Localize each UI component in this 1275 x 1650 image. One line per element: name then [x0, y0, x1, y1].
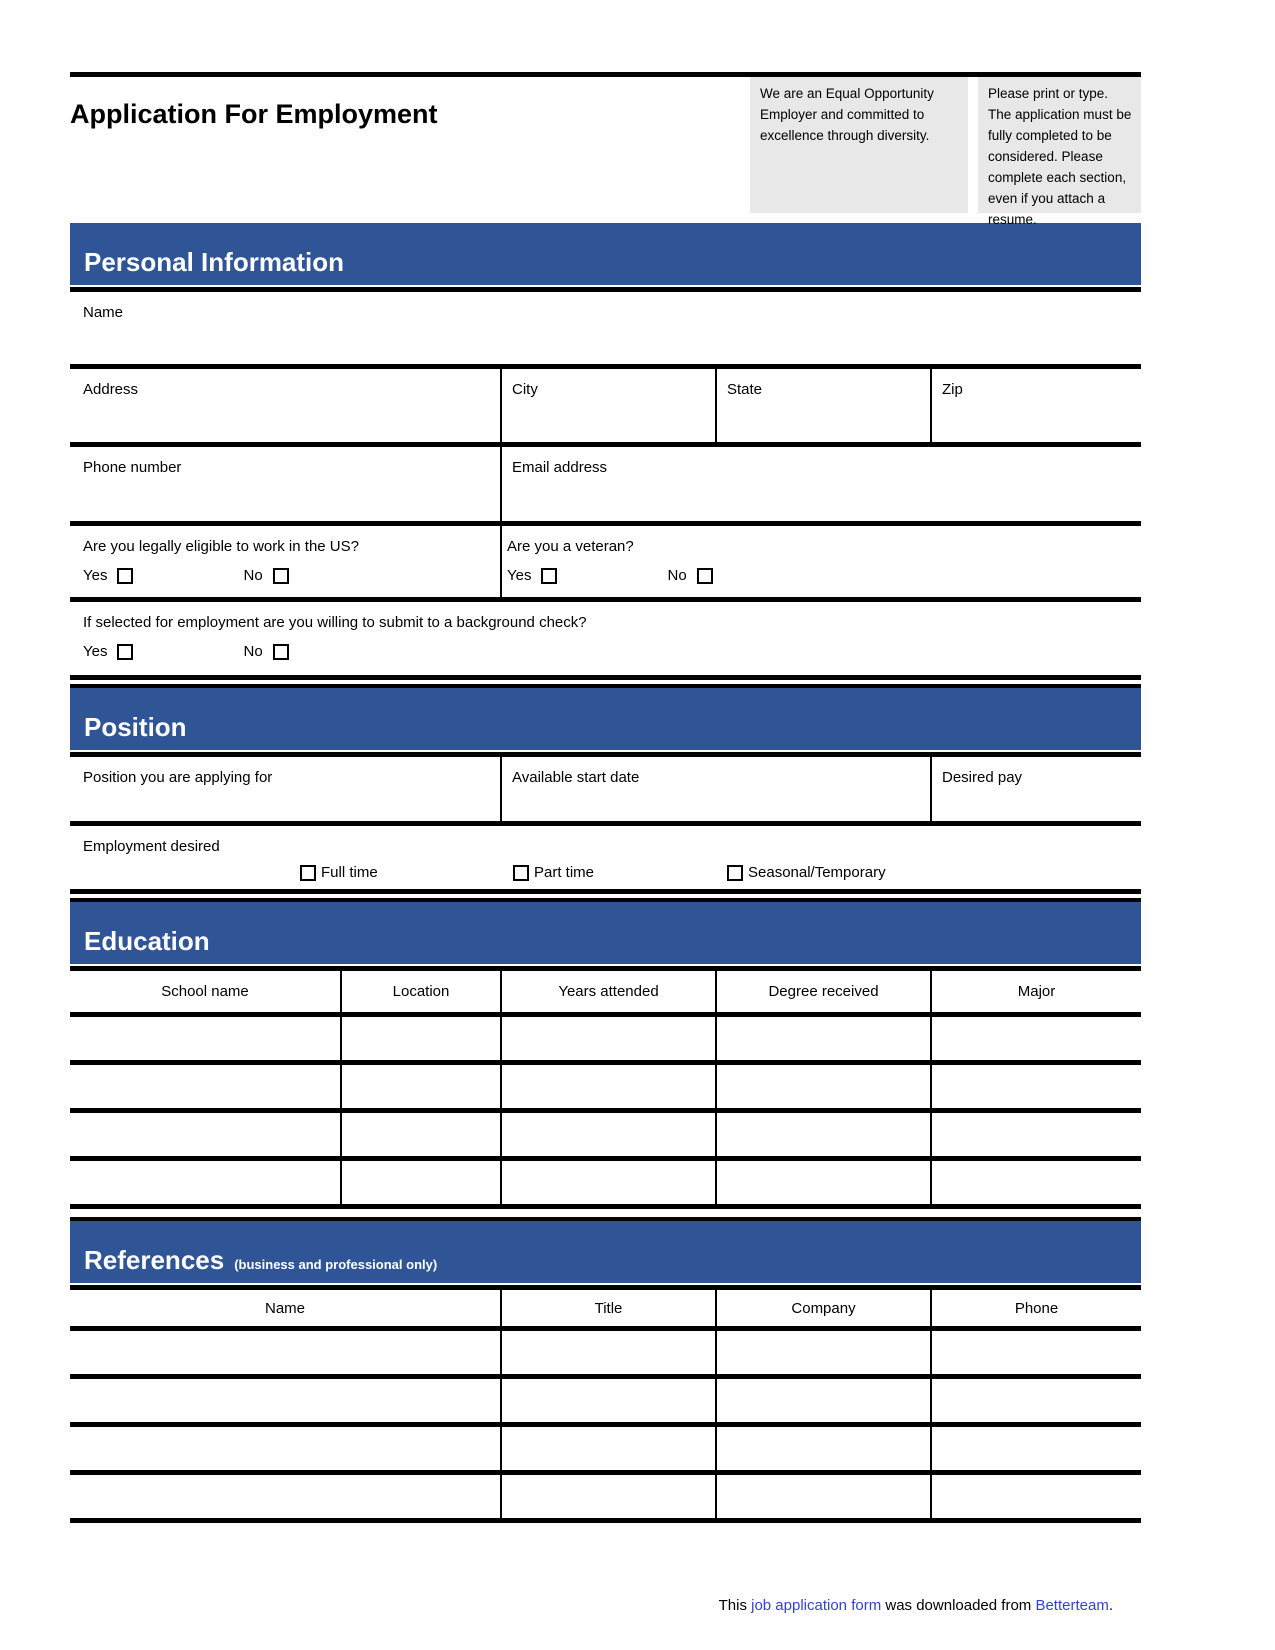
position-applying-field[interactable] — [70, 757, 500, 821]
references-subtitle: (business and professional only) — [234, 1257, 438, 1272]
education-degree-cell[interactable] — [715, 1017, 930, 1060]
notice-gap — [968, 77, 978, 223]
education-school-cell[interactable] — [70, 1065, 340, 1108]
phone-label: Phone number — [83, 459, 182, 476]
print-instructions-notice: Please print or type. The application must be fully completed to be considered. Please complete each section, even if you attach a resume. — [978, 77, 1141, 213]
references-col-company: Company — [715, 1290, 930, 1326]
education-major-cell[interactable] — [930, 1161, 1141, 1204]
footer-text-prefix: This — [718, 1597, 752, 1614]
start-date-label: Available start date — [512, 769, 640, 786]
position-applying-label: Position you are applying for — [83, 769, 273, 786]
full-time-option — [300, 864, 378, 881]
education-school-cell[interactable] — [70, 1017, 340, 1060]
references-table-header — [70, 1290, 1141, 1331]
reference-name-cell[interactable] — [70, 1427, 500, 1470]
education-school-cell[interactable] — [70, 1161, 340, 1204]
education-table-row — [70, 1161, 1141, 1209]
footer-text-middle: was downloaded from — [881, 1597, 1036, 1614]
part-time-option — [513, 864, 594, 881]
address-label: Address — [83, 381, 139, 398]
section-title-references: References — [84, 1245, 225, 1275]
reference-company-cell[interactable] — [715, 1427, 930, 1470]
reference-title-cell[interactable] — [500, 1331, 715, 1374]
education-major-cell[interactable] — [930, 1065, 1141, 1108]
desired-pay-field[interactable] — [930, 757, 1141, 821]
state-label: State — [727, 381, 763, 398]
name-row — [70, 292, 1141, 369]
employment-desired-label: Employment desired — [83, 838, 220, 855]
zip-field[interactable] — [930, 369, 1141, 442]
reference-company-cell[interactable] — [715, 1331, 930, 1374]
reference-title-cell[interactable] — [500, 1427, 715, 1470]
education-table-row — [70, 1017, 1141, 1065]
education-school-cell[interactable] — [70, 1113, 340, 1156]
address-field[interactable] — [70, 369, 500, 442]
part-time-label: Part time — [534, 864, 595, 881]
email-label: Email address — [512, 459, 608, 476]
education-years-cell[interactable] — [500, 1161, 715, 1204]
reference-company-cell[interactable] — [715, 1475, 930, 1518]
background-check-row — [70, 602, 1141, 680]
phone-field[interactable] — [70, 447, 500, 521]
section-header-references — [70, 1221, 1141, 1283]
job-application-form-link[interactable]: job application form — [751, 1597, 882, 1614]
education-degree-cell[interactable] — [715, 1065, 930, 1108]
start-date-field[interactable] — [500, 757, 930, 821]
education-col-school-name: School name — [161, 983, 249, 1000]
seasonal-temporary-option — [727, 864, 886, 881]
section-title-position: Position — [84, 712, 187, 742]
reference-phone-cell[interactable] — [930, 1475, 1141, 1518]
education-major-cell[interactable] — [930, 1113, 1141, 1156]
eligibility-yes-checkbox[interactable] — [117, 568, 133, 584]
part-time-checkbox[interactable] — [513, 865, 529, 881]
footer-text-suffix: . — [1108, 1597, 1113, 1614]
references-table-row — [70, 1475, 1141, 1523]
education-years-cell[interactable] — [500, 1113, 715, 1156]
education-col-major: Major — [930, 971, 1141, 1012]
veteran-question: Are you a veteran? — [507, 538, 634, 555]
eligibility-no-label: No — [243, 567, 263, 584]
seasonal-temporary-label: Seasonal/Temporary — [748, 864, 886, 881]
background-check-yesno — [83, 643, 1141, 660]
state-field[interactable] — [715, 369, 930, 442]
employment-desired-cell — [70, 826, 1141, 889]
veteran-yesno — [507, 567, 1141, 584]
references-col-phone: Phone — [930, 1290, 1141, 1326]
education-table-row — [70, 1113, 1141, 1161]
education-col-degree-received: Degree received — [715, 971, 930, 1012]
education-location-cell[interactable] — [340, 1161, 500, 1204]
city-label: City — [512, 381, 538, 398]
education-years-cell[interactable] — [500, 1065, 715, 1108]
education-location-cell[interactable] — [340, 1065, 500, 1108]
education-table-row — [70, 1065, 1141, 1113]
eligibility-veteran-row — [70, 526, 1141, 602]
background-no-label: No — [243, 643, 263, 660]
reference-company-cell[interactable] — [715, 1379, 930, 1422]
name-field[interactable] — [70, 292, 1141, 364]
reference-name-cell[interactable] — [70, 1379, 500, 1422]
reference-title-cell[interactable] — [500, 1475, 715, 1518]
equal-opportunity-notice: We are an Equal Opportunity Employer and committed to excellence through diversity. — [750, 77, 968, 213]
education-location-cell[interactable] — [340, 1113, 500, 1156]
education-years-cell[interactable] — [500, 1017, 715, 1060]
education-location-cell[interactable] — [340, 1017, 500, 1060]
veteran-question-cell — [500, 526, 1141, 597]
background-check-cell — [70, 602, 1141, 675]
veteran-yes-label: Yes — [507, 567, 532, 584]
reference-phone-cell[interactable] — [930, 1379, 1141, 1422]
references-col-title: Title — [500, 1290, 715, 1326]
betterteam-link[interactable]: Betterteam — [1035, 1597, 1109, 1614]
section-title-education: Education — [84, 926, 210, 956]
employment-desired-row — [70, 826, 1141, 894]
background-yes-checkbox[interactable] — [117, 644, 133, 660]
education-major-cell[interactable] — [930, 1017, 1141, 1060]
veteran-yes-checkbox[interactable] — [541, 568, 557, 584]
education-col-years-attended: Years attended — [500, 971, 715, 1012]
phone-email-row — [70, 447, 1141, 526]
address-row — [70, 369, 1141, 447]
full-time-checkbox[interactable] — [300, 865, 316, 881]
background-check-question: If selected for employment are you willing to submit to a background check? — [83, 614, 587, 631]
veteran-no-checkbox[interactable] — [697, 568, 713, 584]
position-fields-row — [70, 757, 1141, 826]
eligibility-question: Are you legally eligible to work in the US? — [83, 538, 359, 555]
references-col-name: Name — [264, 1300, 305, 1317]
eligibility-yes-label: Yes — [83, 567, 108, 584]
section-title-personal-information: Personal Information — [84, 247, 345, 277]
reference-phone-cell[interactable] — [930, 1427, 1141, 1470]
eligibility-no-checkbox[interactable] — [273, 568, 289, 584]
attribution-footer — [70, 1597, 1141, 1614]
desired-pay-label: Desired pay — [942, 769, 1023, 786]
zip-label: Zip — [942, 381, 963, 398]
reference-name-cell[interactable] — [70, 1331, 500, 1374]
education-table-header — [70, 971, 1141, 1017]
education-degree-cell[interactable] — [715, 1113, 930, 1156]
page-title: Application For Employment — [70, 99, 438, 129]
seasonal-temporary-checkbox[interactable] — [727, 865, 743, 881]
education-degree-cell[interactable] — [715, 1161, 930, 1204]
full-time-label: Full time — [321, 864, 378, 881]
reference-title-cell[interactable] — [500, 1379, 715, 1422]
background-yes-label: Yes — [83, 643, 108, 660]
email-field[interactable] — [500, 447, 1141, 521]
eligibility-question-cell — [70, 526, 500, 597]
references-table-row — [70, 1331, 1141, 1379]
background-no-checkbox[interactable] — [273, 644, 289, 660]
references-table-row — [70, 1379, 1141, 1427]
reference-name-cell[interactable] — [70, 1475, 500, 1518]
veteran-no-label: No — [667, 567, 687, 584]
form-header — [70, 77, 1141, 227]
eligibility-yesno — [83, 567, 500, 584]
section-header-personal-information — [70, 223, 1141, 285]
references-table-row — [70, 1427, 1141, 1475]
name-label: Name — [83, 304, 124, 321]
section-header-education — [70, 902, 1141, 964]
education-col-location: Location — [340, 971, 500, 1012]
city-field[interactable] — [500, 369, 715, 442]
reference-phone-cell[interactable] — [930, 1331, 1141, 1374]
section-header-position — [70, 688, 1141, 750]
form-content — [70, 0, 1141, 1614]
